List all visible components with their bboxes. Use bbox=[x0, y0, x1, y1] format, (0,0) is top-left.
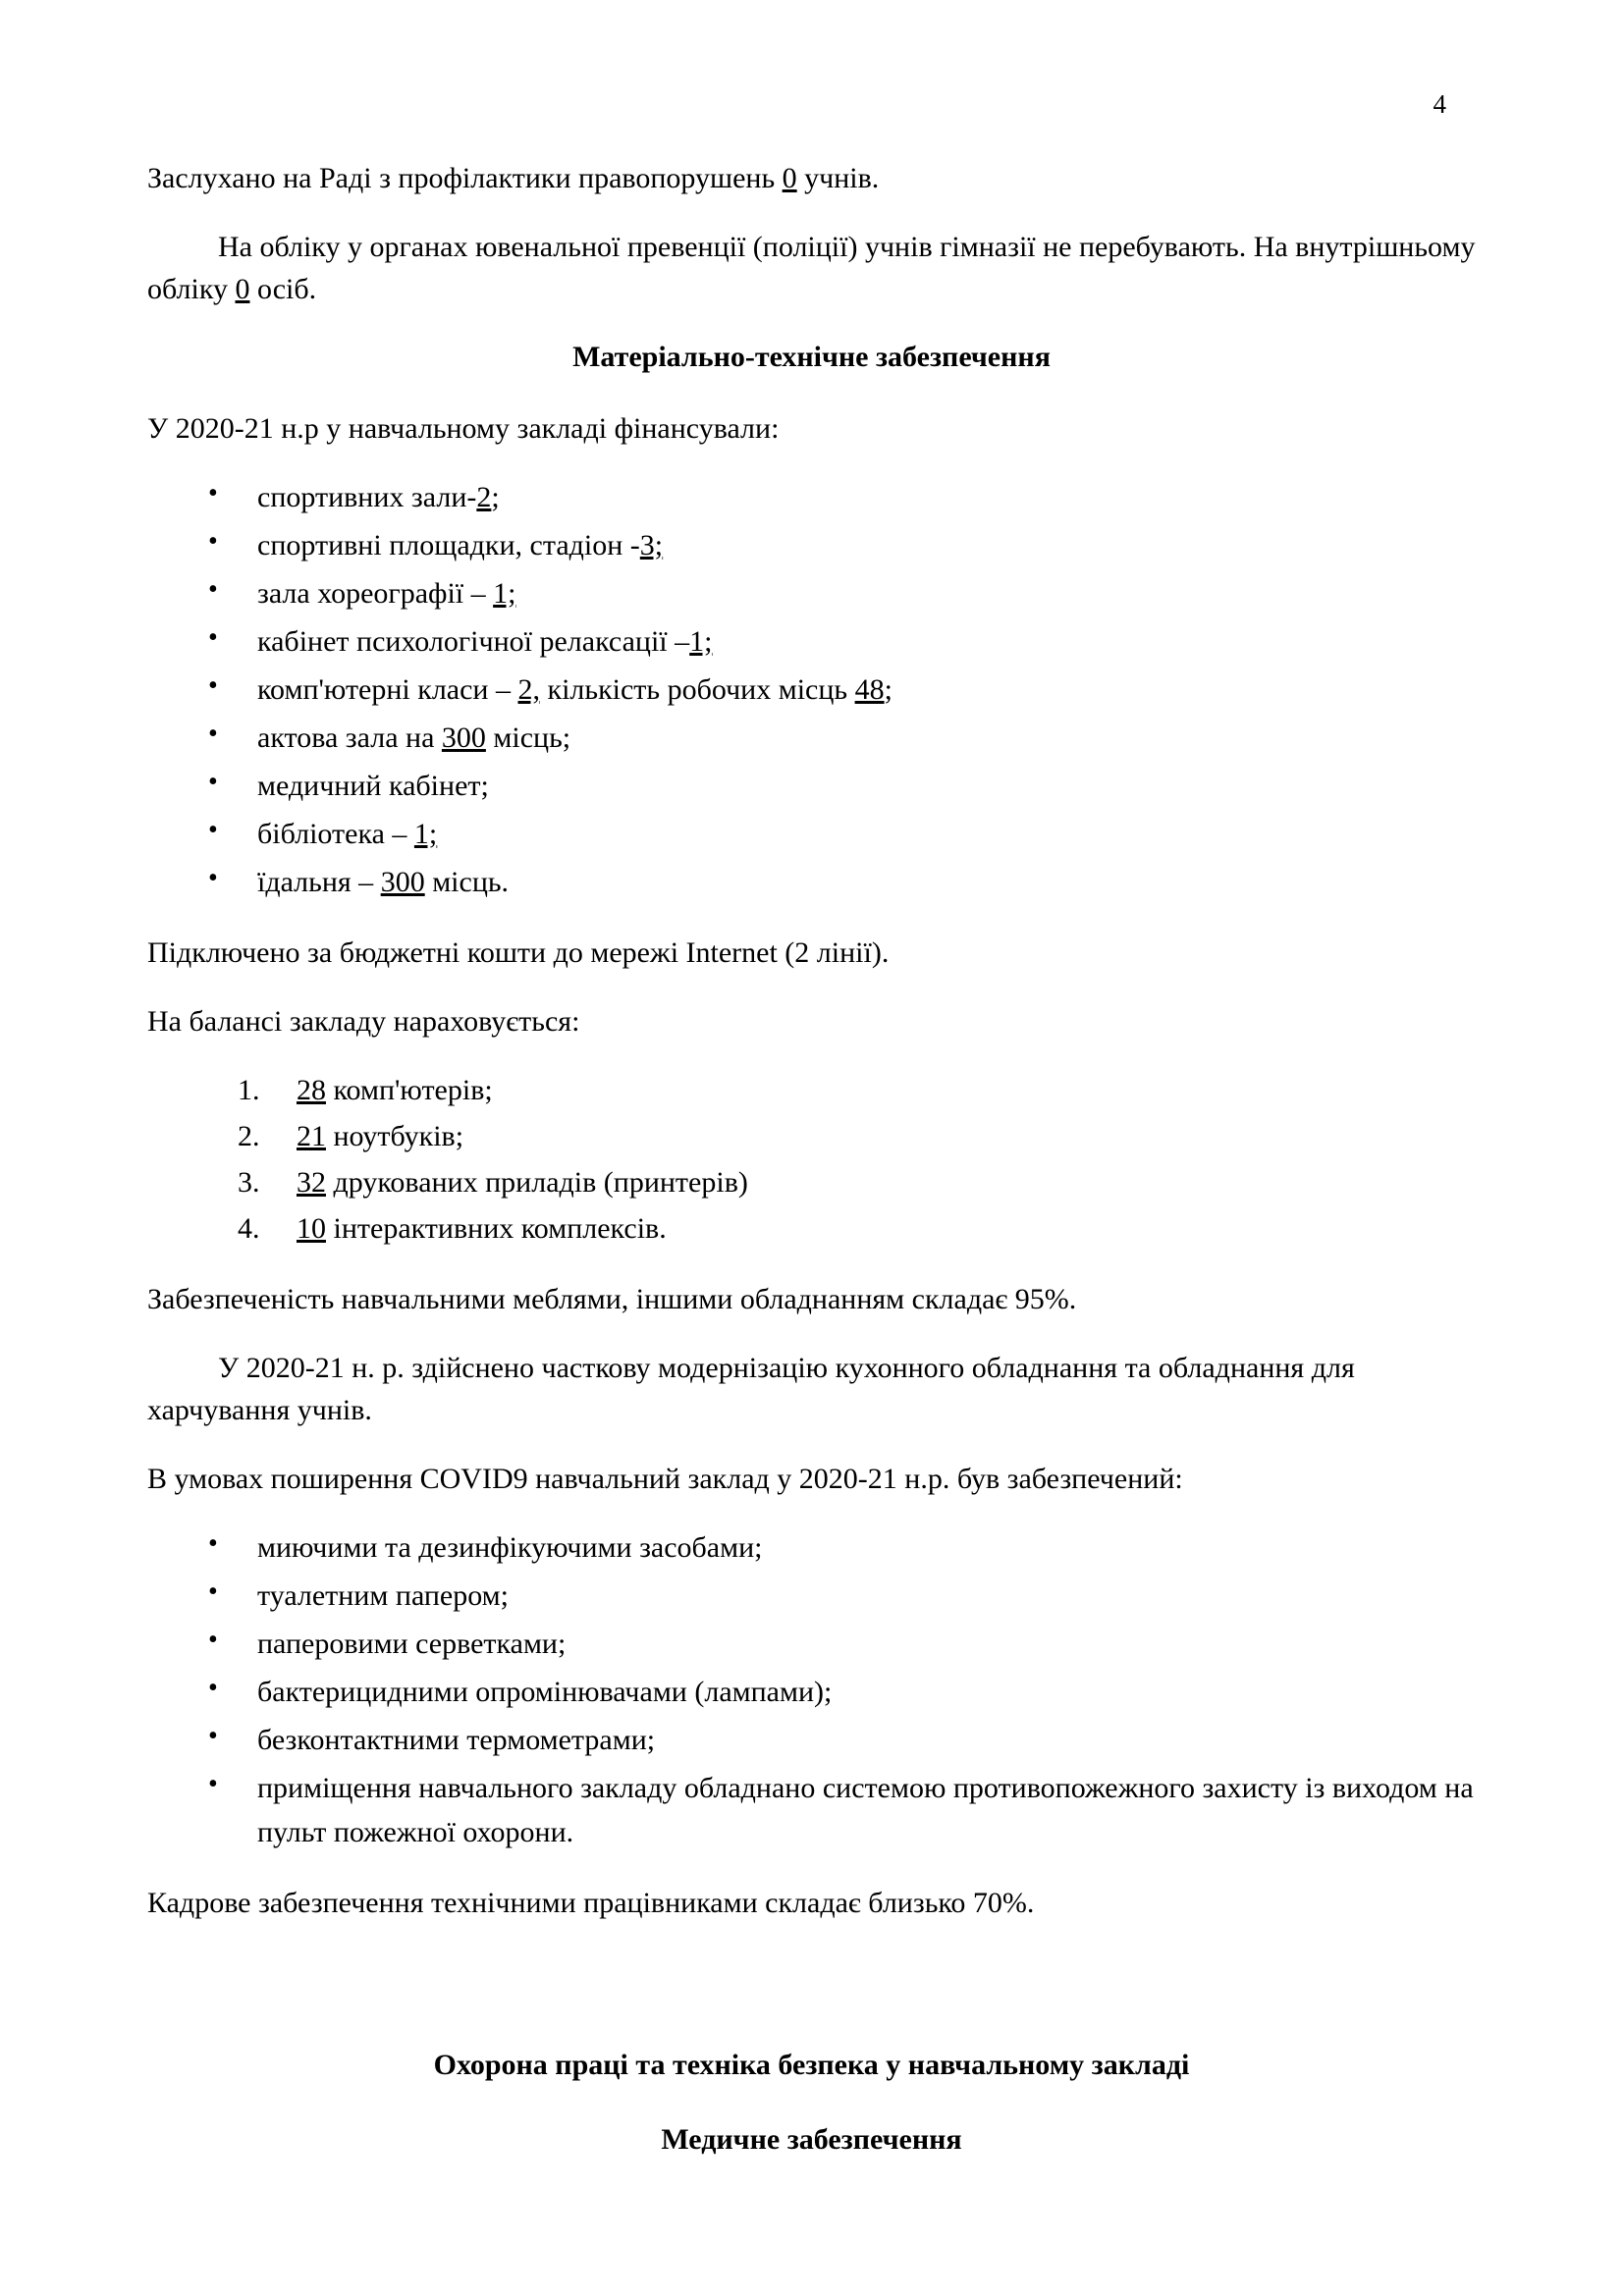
balance-text: ноутбуків; bbox=[326, 1120, 464, 1153]
facility-number: 300 bbox=[380, 866, 425, 899]
balance-text: комп'ютерів; bbox=[326, 1074, 493, 1107]
list-item bbox=[147, 619, 1476, 664]
council-hearing-count: 0 bbox=[782, 162, 797, 195]
paragraph-balance-intro: На балансі закладу нараховується: bbox=[147, 1004, 580, 1038]
facility-number: 1; bbox=[689, 625, 713, 659]
facility-text-tail: місць; bbox=[485, 721, 571, 755]
covid-measures-list bbox=[147, 1525, 1476, 1854]
list-item bbox=[147, 860, 1476, 904]
list-item bbox=[147, 1206, 1476, 1251]
facility-number-secondary: 48 bbox=[854, 673, 885, 707]
juvenile-registry-text-before: На обліку у органах ювенальної превенції (поліції) учнів гімназії не перебувають. На внутрішньому обліку bbox=[147, 230, 1476, 306]
list-item bbox=[147, 571, 1476, 615]
list-item bbox=[147, 1160, 1476, 1204]
heading-labour-safety: Охорона праці та техніка безпека у навчальному закладі bbox=[433, 2048, 1190, 2081]
facility-text: кабінет психологічної релаксації – bbox=[257, 625, 690, 659]
facility-text-tail: місць. bbox=[424, 866, 510, 899]
facility-text: актова зала на bbox=[257, 721, 442, 755]
list-item: • безконтактними термометрами; bbox=[147, 1718, 1476, 1762]
balance-number: 32 bbox=[297, 1166, 326, 1200]
paragraph-covid-intro: В умовах поширення COVID9 навчальний заклад у 2020-21 н.р. був забезпечений: bbox=[147, 1462, 1183, 1495]
balance-text: друкованих приладів (принтерів) bbox=[326, 1166, 748, 1200]
paragraph-kitchen-modernization: У 2020-21 н. р. здійснено часткову модернізацію кухонного обладнання та обладнання для харчування учнів. bbox=[147, 1351, 1355, 1427]
list-item: • приміщення навчального закладу обладнано системою противопожежного захисту із виходом на пульт пожежної охорони. bbox=[147, 1766, 1476, 1854]
section-spacer bbox=[147, 1950, 1476, 2045]
balance-number: 28 bbox=[297, 1074, 326, 1107]
list-item: • миючими та дезинфікуючими засобами; bbox=[147, 1525, 1476, 1570]
facility-text: спортивні площадки, стадіон - bbox=[257, 529, 640, 562]
facility-text-mid: кількість робочих місць bbox=[540, 673, 855, 707]
facility-number: 3; bbox=[639, 529, 664, 562]
paragraph-council-hearing bbox=[147, 157, 1476, 200]
facility-text: бібліотека – bbox=[257, 818, 414, 851]
facility-text: спортивних зали- bbox=[257, 481, 477, 514]
facility-number: 1; bbox=[493, 577, 516, 611]
facility-text: комп'ютерні класи – bbox=[257, 673, 518, 707]
balance-text: інтерактивних комплексів. bbox=[326, 1212, 667, 1246]
council-hearing-text-after: учнів. bbox=[796, 162, 880, 195]
facility-text: їдальня – bbox=[257, 866, 381, 899]
facility-number: 300 bbox=[441, 721, 486, 755]
juvenile-registry-count: 0 bbox=[235, 273, 250, 306]
paragraph-furniture: Забезпеченість навчальними меблями, іншими обладнанням складає 95%. bbox=[147, 1283, 1077, 1316]
list-item bbox=[147, 1114, 1476, 1158]
heading-material-support: Матеріально-технічне забезпечення bbox=[572, 340, 1051, 373]
list-item bbox=[147, 523, 1476, 567]
paragraph-internet: Підключено за бюджетні кошти до мережі Internet (2 лінії). bbox=[147, 936, 890, 970]
list-item bbox=[147, 667, 1476, 712]
list-item: • туалетним папером; bbox=[147, 1574, 1476, 1618]
list-item bbox=[147, 475, 1476, 519]
list-item: • бактерицидними опромінювачами (лампами); bbox=[147, 1670, 1476, 1714]
facility-number: 2 bbox=[476, 481, 492, 514]
list-item bbox=[147, 716, 1476, 760]
facility-number: 1; bbox=[413, 818, 438, 851]
list-item: • паперовими серветками; bbox=[147, 1622, 1476, 1666]
facility-text: медичний кабінет; bbox=[257, 770, 489, 803]
paragraph-juvenile-registry bbox=[147, 226, 1476, 311]
council-hearing-text-before: Заслухано на Раді з профілактики правопорушень bbox=[147, 162, 783, 195]
facility-text: зала хореографії – bbox=[257, 577, 494, 611]
heading-medical-support: Медичне забезпечення bbox=[661, 2122, 962, 2156]
list-item bbox=[147, 1068, 1476, 1112]
balance-number: 10 bbox=[297, 1212, 326, 1246]
facility-text-tail: ; bbox=[884, 673, 893, 707]
paragraph-staffing: Кадрове забезпечення технічними працівниками складає близько 70%. bbox=[147, 1887, 1035, 1920]
facility-text-tail: ; bbox=[491, 481, 500, 514]
juvenile-registry-text-after: осіб. bbox=[249, 273, 317, 306]
balance-list bbox=[147, 1068, 1476, 1251]
facilities-list bbox=[147, 475, 1476, 904]
page-number: 4 bbox=[1433, 89, 1446, 119]
paragraph-financed-intro: У 2020-21 н.р у навчальному закладі фінансували: bbox=[147, 411, 780, 445]
balance-number: 21 bbox=[297, 1120, 326, 1153]
facility-number: 2, bbox=[517, 673, 540, 707]
list-item bbox=[147, 812, 1476, 856]
list-item bbox=[147, 764, 1476, 808]
